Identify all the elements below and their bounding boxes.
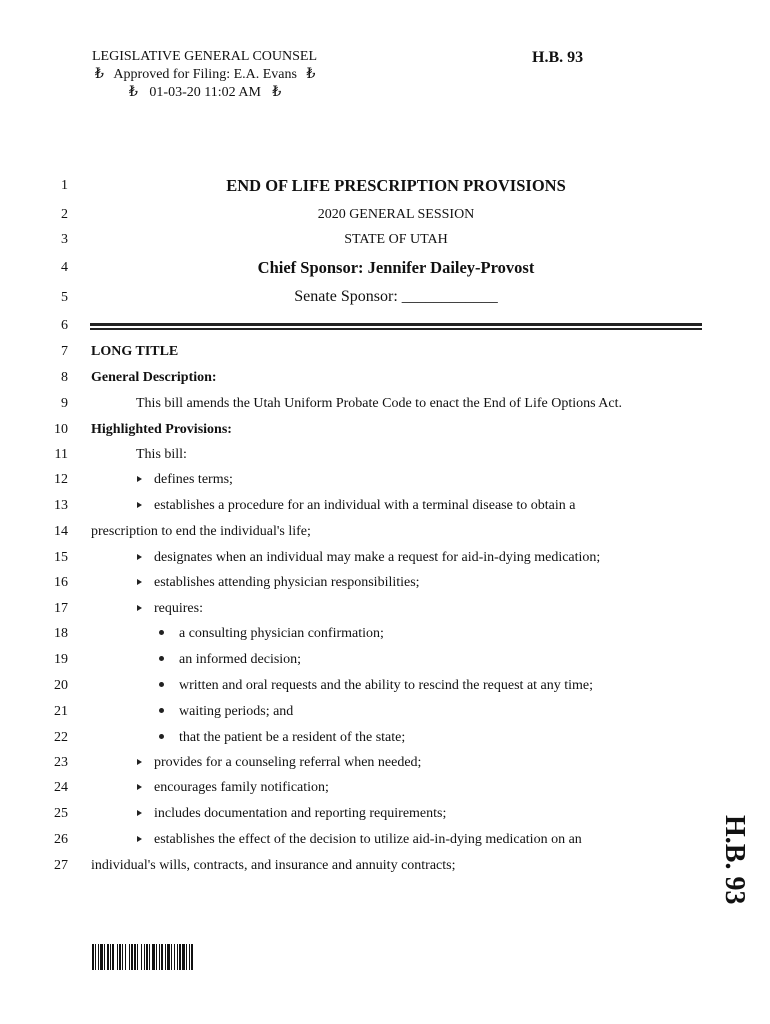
barcode-bar <box>100 944 103 970</box>
line-number: 12 <box>54 472 68 487</box>
barcode-bar <box>134 944 136 970</box>
barcode-bar <box>107 944 109 970</box>
highlighted-provisions-heading: Highlighted Provisions: <box>91 422 232 437</box>
provision-item: establishes the effect of the decision to utilize aid-in-dying medication on an <box>137 832 582 848</box>
line-number: 23 <box>54 755 68 770</box>
senate-sponsor: Senate Sponsor: ____________ <box>294 288 498 305</box>
barcode <box>92 944 232 970</box>
barcode-bar <box>174 944 175 970</box>
state-line: STATE OF UTAH <box>344 232 448 247</box>
barcode-bar <box>179 944 181 970</box>
line-number: 17 <box>54 601 68 616</box>
line-number: 18 <box>54 626 68 641</box>
provision-item-continuation: individual's wills, contracts, and insurance and annuity contracts; <box>91 858 456 873</box>
dot-bullet-icon <box>159 656 164 661</box>
barcode-bar <box>125 944 126 970</box>
line-number: 7 <box>61 344 68 359</box>
line-number: 14 <box>54 524 68 539</box>
barcode-bar <box>110 944 111 970</box>
barcode-bar <box>131 944 133 970</box>
triangle-bullet-icon <box>137 836 142 842</box>
barcode-bar <box>156 944 157 970</box>
provision-item-continuation: prescription to end the individual's life; <box>91 524 311 539</box>
line-number: 13 <box>54 498 68 513</box>
line-number: 26 <box>54 832 68 847</box>
barcode-bar <box>177 944 178 970</box>
sub-item: that the patient be a resident of the state; <box>159 730 405 746</box>
barcode-bar <box>171 944 172 970</box>
general-description-text: This bill amends the Utah Uniform Probate Code to enact the End of Life Options Act. <box>136 396 623 411</box>
line-number: 16 <box>54 575 68 590</box>
bill-number-header: H.B. 93 <box>532 49 584 66</box>
margin-symbol: ₺ <box>95 67 104 82</box>
barcode-bar <box>104 944 105 970</box>
barcode-bar <box>191 944 193 970</box>
barcode-bar <box>95 944 96 970</box>
line-number: 11 <box>54 447 68 462</box>
triangle-bullet-icon <box>137 784 142 790</box>
barcode-bar <box>98 944 99 970</box>
dot-bullet-icon <box>159 734 164 739</box>
barcode-bar <box>167 944 170 970</box>
long-title-heading: LONG TITLE <box>91 344 179 359</box>
dot-bullet-icon <box>159 630 164 635</box>
provision-item: designates when an individual may make a request for aid-in-dying medication; <box>137 550 600 566</box>
triangle-bullet-icon <box>137 605 142 611</box>
barcode-bar <box>146 944 148 970</box>
dot-bullet-icon <box>159 682 164 687</box>
line-number: 27 <box>54 858 68 873</box>
dot-bullet-icon <box>159 708 164 713</box>
triangle-bullet-icon <box>137 554 142 560</box>
line-number: 25 <box>54 806 68 821</box>
line-number: 24 <box>54 780 68 795</box>
line-number: 5 <box>61 290 68 305</box>
chief-sponsor: Chief Sponsor: Jennifer Dailey-Provost <box>257 258 535 277</box>
barcode-bar <box>122 944 123 970</box>
line-number: 1 <box>61 178 68 193</box>
line-number: 19 <box>54 652 68 667</box>
divider-rule <box>90 323 702 326</box>
margin-symbol: ₺ <box>306 67 316 82</box>
provision-item: provides for a counseling referral when needed; <box>137 755 421 771</box>
sub-item: written and oral requests and the ability to rescind the request at any time; <box>159 678 593 694</box>
provision-item: establishes a procedure for an individual with a terminal disease to obtain a <box>137 498 575 514</box>
triangle-bullet-icon <box>137 579 142 585</box>
barcode-bar <box>112 944 114 970</box>
line-number: 15 <box>54 550 68 565</box>
provision-item: defines terms; <box>137 472 233 488</box>
barcode-bar <box>161 944 163 970</box>
provision-item: requires: <box>137 601 203 617</box>
barcode-bar <box>117 944 118 970</box>
margin-symbol: ₺ <box>272 85 282 100</box>
barcode-bar <box>159 944 160 970</box>
counsel-heading: LEGISLATIVE GENERAL COUNSEL <box>92 49 318 64</box>
line-number: 9 <box>61 396 68 411</box>
line-number: 6 <box>61 318 68 333</box>
line-number: 21 <box>54 704 68 719</box>
barcode-bar <box>149 944 150 970</box>
line-number: 22 <box>54 730 68 745</box>
provision-item: encourages family notification; <box>137 780 329 796</box>
line-number: 10 <box>54 422 68 437</box>
approval-line <box>95 66 315 84</box>
barcode-bar <box>137 944 138 970</box>
barcode-bar <box>186 944 187 970</box>
barcode-bar <box>144 944 145 970</box>
this-bill-intro: This bill: <box>136 447 187 462</box>
barcode-bar <box>129 944 130 970</box>
triangle-bullet-icon <box>137 810 142 816</box>
datetime-line <box>129 84 281 102</box>
line-number: 4 <box>61 260 68 275</box>
triangle-bullet-icon <box>137 759 142 765</box>
side-bill-label: H.B. 93 <box>719 815 750 905</box>
filing-datetime: 01-03-20 11:02 AM <box>149 85 261 100</box>
provision-item: establishes attending physician responsibilities; <box>137 575 420 591</box>
general-description-heading: General Description: <box>91 370 217 385</box>
sub-item: a consulting physician confirmation; <box>159 626 384 642</box>
barcode-bar <box>165 944 166 970</box>
triangle-bullet-icon <box>137 476 142 482</box>
barcode-bar <box>152 944 155 970</box>
provision-item: includes documentation and reporting requirements; <box>137 806 446 822</box>
barcode-bar <box>141 944 142 970</box>
barcode-bar <box>189 944 190 970</box>
divider-rule <box>90 328 702 330</box>
margin-symbol: ₺ <box>129 85 138 100</box>
line-number: 8 <box>61 370 68 385</box>
triangle-bullet-icon <box>137 502 142 508</box>
line-number: 2 <box>61 207 68 222</box>
barcode-bar <box>182 944 185 970</box>
approved-for-filing: Approved for Filing: E.A. Evans <box>113 67 297 82</box>
sub-item: waiting periods; and <box>159 704 293 720</box>
bill-title: END OF LIFE PRESCRIPTION PROVISIONS <box>226 176 566 195</box>
barcode-bar <box>92 944 94 970</box>
barcode-bar <box>119 944 121 970</box>
session-line: 2020 GENERAL SESSION <box>317 207 475 222</box>
line-number: 20 <box>54 678 68 693</box>
line-number: 3 <box>61 232 68 247</box>
sub-item: an informed decision; <box>159 652 301 668</box>
